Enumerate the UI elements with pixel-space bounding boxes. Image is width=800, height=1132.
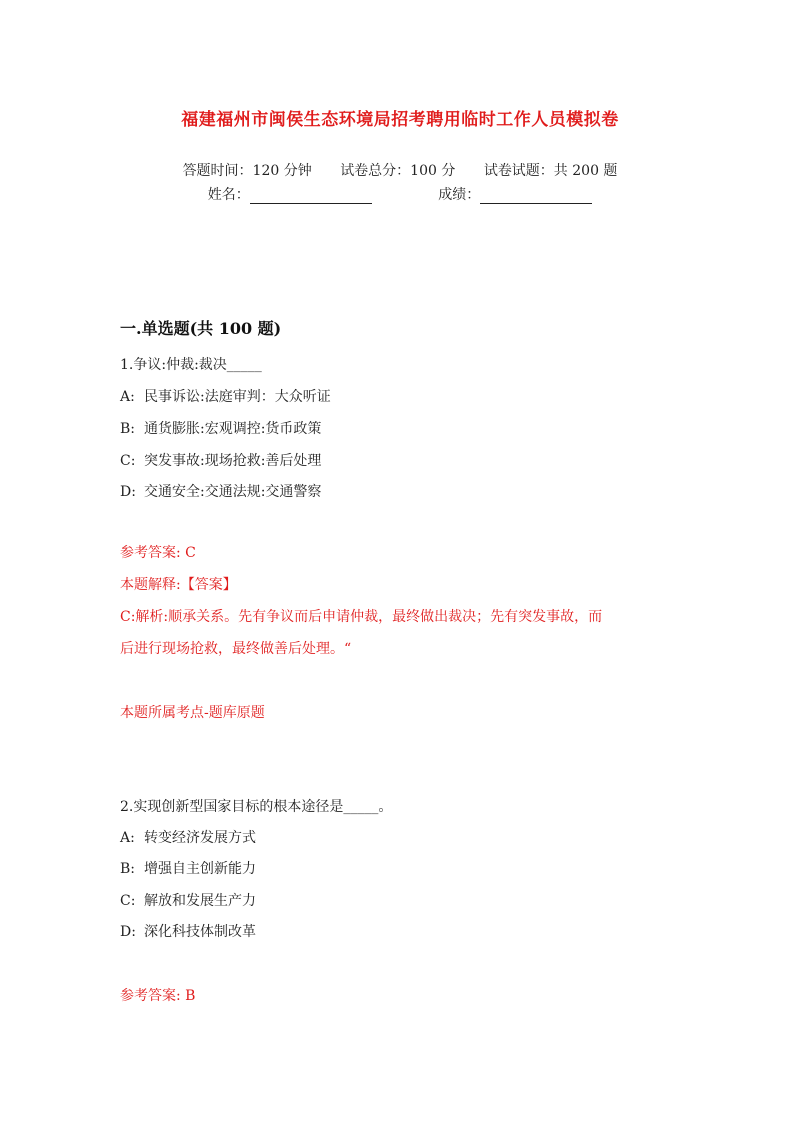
option-letter: B:: [120, 421, 136, 437]
exam-title: 福建福州市闽侯生态环境局招考聘用临时工作人员模拟卷: [181, 110, 619, 130]
name-label: 姓名：: [207, 187, 250, 203]
option-text: 交通安全:交通法规:交通警察: [144, 484, 322, 500]
exam-candidate-info: [0, 184, 800, 204]
option-letter: B:: [120, 861, 136, 877]
question-option: [120, 921, 256, 941]
option-text: 深化科技体制改革: [144, 924, 256, 940]
explanation-label: 本题解释:【答案】: [120, 577, 237, 593]
question-option: [120, 450, 321, 470]
question-option: [120, 386, 331, 406]
option-text: 解放和发展生产力: [144, 893, 256, 909]
answer-key: 参考答案: C: [120, 545, 196, 561]
question-option: [120, 827, 256, 847]
section-heading: 一.单选题(共 100 题): [120, 319, 282, 338]
explanation-text: C:解析:顺承关系。先有争议而后申请仲裁，最终做出裁决；先有突发事故，而: [120, 609, 603, 625]
exam-question-count: 试卷试题：共 200 题: [483, 163, 618, 179]
question-option: [120, 858, 256, 878]
exam-meta: [0, 160, 800, 180]
option-letter: D:: [120, 484, 136, 500]
option-text: 通货膨胀:宏观调控:货币政策: [144, 421, 322, 437]
grade-label: 成绩：: [438, 187, 481, 203]
option-text: 增强自主创新能力: [144, 861, 256, 877]
option-letter: D:: [120, 924, 136, 940]
question-option: [120, 418, 321, 438]
exam-total-score: 试卷总分：100 分: [340, 163, 456, 179]
question-source: 本题所属考点-题库原题: [120, 705, 265, 721]
option-text: 转变经济发展方式: [144, 830, 256, 846]
option-text: 突发事故:现场抢救:善后处理: [144, 453, 322, 469]
question-option: [120, 481, 321, 501]
answer-key: 参考答案: B: [120, 988, 196, 1004]
option-letter: A:: [120, 389, 135, 405]
grade-blank: [480, 189, 592, 204]
option-text: 民事诉讼:法庭审判：大众听证: [144, 389, 331, 405]
option-letter: C:: [120, 893, 136, 909]
question-option: [120, 890, 256, 910]
option-letter: A:: [120, 830, 135, 846]
option-letter: C:: [120, 453, 136, 469]
question-stem: 2.实现创新型国家目标的根本途径是_____。: [120, 799, 393, 815]
exam-time: 答题时间：120 分钟: [182, 163, 312, 179]
name-blank: [250, 189, 372, 204]
question-stem: 1.争议:仲裁:裁决_____: [120, 357, 262, 373]
explanation-text: 后进行现场抢救，最终做善后处理。“: [120, 641, 352, 657]
